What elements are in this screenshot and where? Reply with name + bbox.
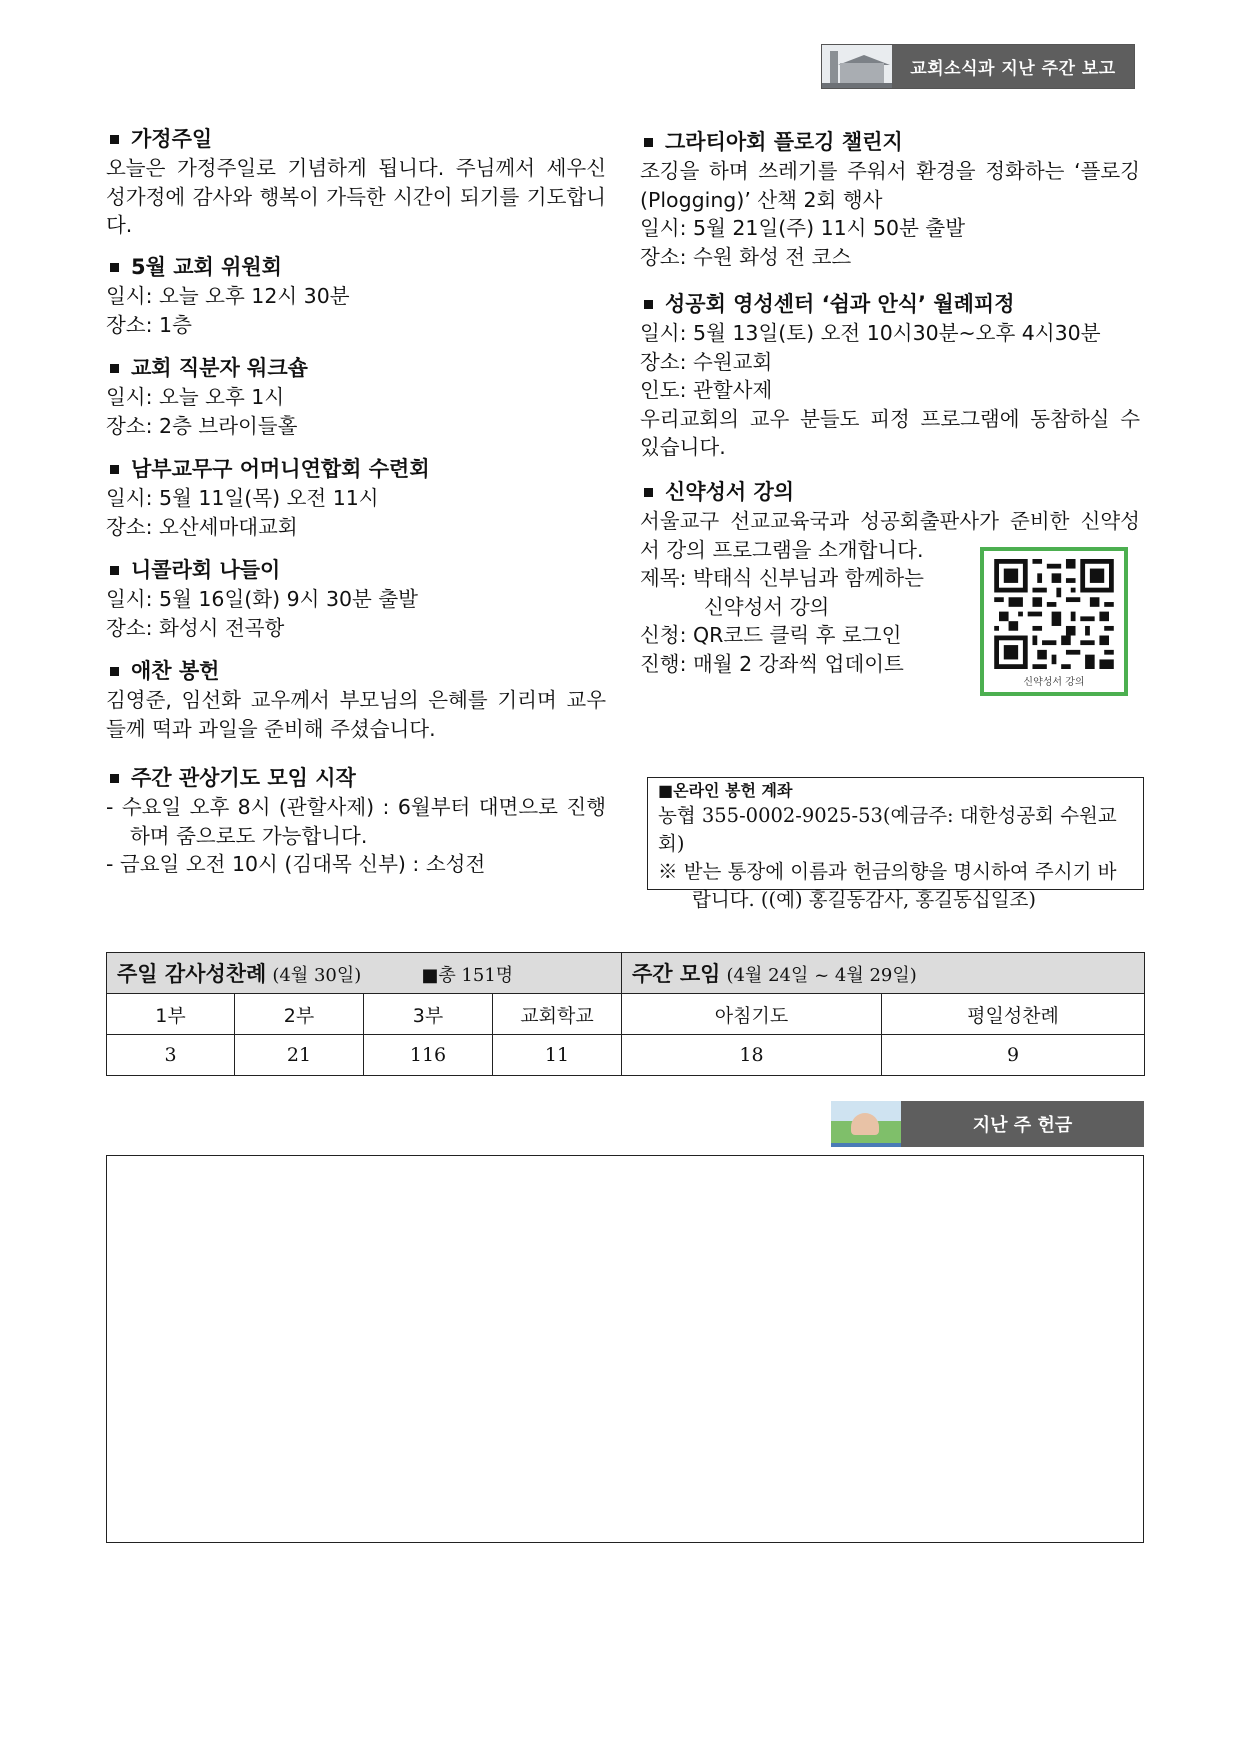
bullet-square-icon: [110, 135, 119, 144]
section-nicholas-outing: [106, 555, 606, 642]
qr-code-icon: [994, 559, 1114, 669]
offering-header: [831, 1101, 1144, 1147]
table-cell: 9: [882, 1035, 1145, 1076]
section-line: - 금요일 오전 10시 (김대목 신부) : 소성전: [106, 852, 486, 876]
qr-code[interactable]: [980, 547, 1128, 696]
section-mothers-retreat: [106, 454, 606, 541]
attendance-table: [106, 952, 1145, 1076]
section-title: 성공회 영성센터 ‘쉼과 안식’ 월례피정: [665, 292, 1015, 316]
section-line: - 수요일 오후 8시 (관할사제) : 6월부터 대면으로 진행하며 줌으로도 가능합니다.: [106, 795, 606, 848]
section-line: 일시: 오늘 오후 1시: [106, 385, 285, 409]
sunday-eucharist-header: [107, 953, 622, 994]
section-title: 신약성서 강의: [665, 480, 795, 504]
section-line: 장소: 1층: [106, 312, 192, 337]
bullet-square-icon: [110, 465, 119, 474]
online-offering-account-box: [647, 777, 1144, 911]
account-title: ■온라인 봉헌 계좌: [658, 781, 793, 800]
table-cell: 3: [107, 1035, 235, 1076]
offering-title: 지난 주 헌금: [901, 1101, 1144, 1147]
section-line: 일시: 5월 11일(목) 오전 11시: [106, 486, 379, 510]
total-count: ■총 151명: [421, 965, 514, 986]
section-line: 장소: 오산세마대교회: [106, 514, 298, 539]
weekly-title: 주간 모임: [632, 962, 721, 986]
section-line: 장소: 화성시 전곡항: [106, 615, 285, 640]
section-line: 일시: 오늘 오후 12시 30분: [106, 284, 350, 308]
section-line: 제목: 박태식 신부님과 함께하는: [640, 566, 924, 590]
section-may-committee: [106, 252, 606, 339]
section-family-sunday: [106, 124, 606, 240]
section-title: 주간 관상기도 모임 시작: [131, 766, 356, 790]
section-text: 오늘은 가정주일로 기념하게 됩니다. 주님께서 세우신 성가정에 감사와 행복이 가득한 시간이 되기를 기도합니다.: [106, 156, 606, 237]
weekly-meeting-header: [622, 953, 1145, 994]
header-title: 교회소식과 지난 주간 보고: [892, 45, 1134, 88]
bullet-square-icon: [110, 566, 119, 575]
section-spiritual-retreat: [640, 289, 1140, 462]
table-cell: 11: [493, 1035, 622, 1076]
section-line: 인도: 관할사제: [640, 378, 773, 402]
section-contemplative-prayer: [106, 763, 606, 879]
section-title: 가정주일: [131, 127, 213, 151]
section-line: 장소: 수원교회: [640, 349, 773, 374]
column-header: 평일성찬례: [882, 994, 1145, 1035]
table-cell: 18: [622, 1035, 882, 1076]
table-header-row: [107, 994, 1145, 1035]
section-line: 일시: 5월 21일(주) 11시 50분 출발: [640, 216, 966, 240]
bullet-square-icon: [644, 138, 653, 147]
bullet-square-icon: [110, 263, 119, 272]
section-title: 남부교무구 어머니연합회 수련회: [131, 457, 430, 481]
offering-list-box: [106, 1155, 1144, 1543]
section-text: 우리교회의 교우 분들도 피정 프로그램에 동참하실 수 있습니다.: [640, 406, 1140, 459]
sunday-date: (4월 30일): [272, 965, 362, 986]
column-header: 2부: [235, 994, 364, 1035]
section-line: 일시: 5월 16일(화) 9시 30분 출발: [106, 587, 418, 611]
column-header: 3부: [364, 994, 493, 1035]
section-line: 장소: 수원 화성 전 코스: [640, 244, 852, 269]
section-workshop: [106, 353, 606, 440]
section-agape-offering: [106, 656, 606, 743]
page-header: [821, 44, 1135, 89]
sunday-title: 주일 감사성찬례: [117, 962, 267, 986]
bullet-square-icon: [110, 667, 119, 676]
section-text: 서울교구 선교교육국과 성공회출판사가 준비한 신약성서 강의 프로그램을 소개합니다.: [640, 509, 1140, 562]
section-line: 신약성서 강의: [704, 594, 830, 619]
bullet-square-icon: [110, 364, 119, 373]
weekly-date: (4월 24일 ~ 4월 29일): [726, 965, 917, 986]
column-header: 교회학교: [493, 994, 622, 1035]
table-row: [107, 1035, 1145, 1076]
section-title: 니콜라회 나들이: [131, 558, 281, 582]
section-line: 신청: QR코드 클릭 후 로그인: [640, 623, 902, 647]
bullet-square-icon: [644, 488, 653, 497]
table-cell: 21: [235, 1035, 364, 1076]
section-plogging: [640, 127, 1140, 271]
column-header: 아침기도: [622, 994, 882, 1035]
section-title: 교회 직분자 워크숍: [131, 356, 308, 380]
qr-caption: 신약성서 강의: [1023, 677, 1085, 688]
section-title: 5월 교회 위원회: [131, 255, 282, 279]
account-number: 농협 355-0002-9025-53(예금주: 대한성공회 수원교회): [658, 804, 1117, 855]
church-building-image: [822, 45, 892, 88]
bullet-square-icon: [644, 300, 653, 309]
section-text: 김영준, 임선화 교우께서 부모님의 은혜를 기리며 교우들께 떡과 과일을 준비해 주셨습니다.: [106, 688, 606, 741]
hands-offering-image: [831, 1101, 901, 1147]
section-line: 일시: 5월 13일(토) 오전 10시30분~오후 4시30분: [640, 321, 1101, 345]
section-title: 그라티아회 플로깅 챌린지: [665, 130, 903, 154]
account-note: ※ 받는 통장에 이름과 헌금의향을 명시하여 주시기 바랍니다. ((예) 홍길동감사, 홍길동십일조): [658, 860, 1117, 911]
section-title: 애찬 봉헌: [131, 659, 220, 683]
column-header: 1부: [107, 994, 235, 1035]
table-cell: 116: [364, 1035, 493, 1076]
section-text: 조깅을 하며 쓰레기를 주워서 환경을 정화하는 ‘플로깅(Plogging)’ 산책 2회 행사: [640, 159, 1140, 212]
bullet-square-icon: [110, 774, 119, 783]
section-line: 진행: 매월 2 강좌씩 업데이트: [640, 651, 904, 676]
section-line: 장소: 2층 브라이들홀: [106, 413, 298, 438]
